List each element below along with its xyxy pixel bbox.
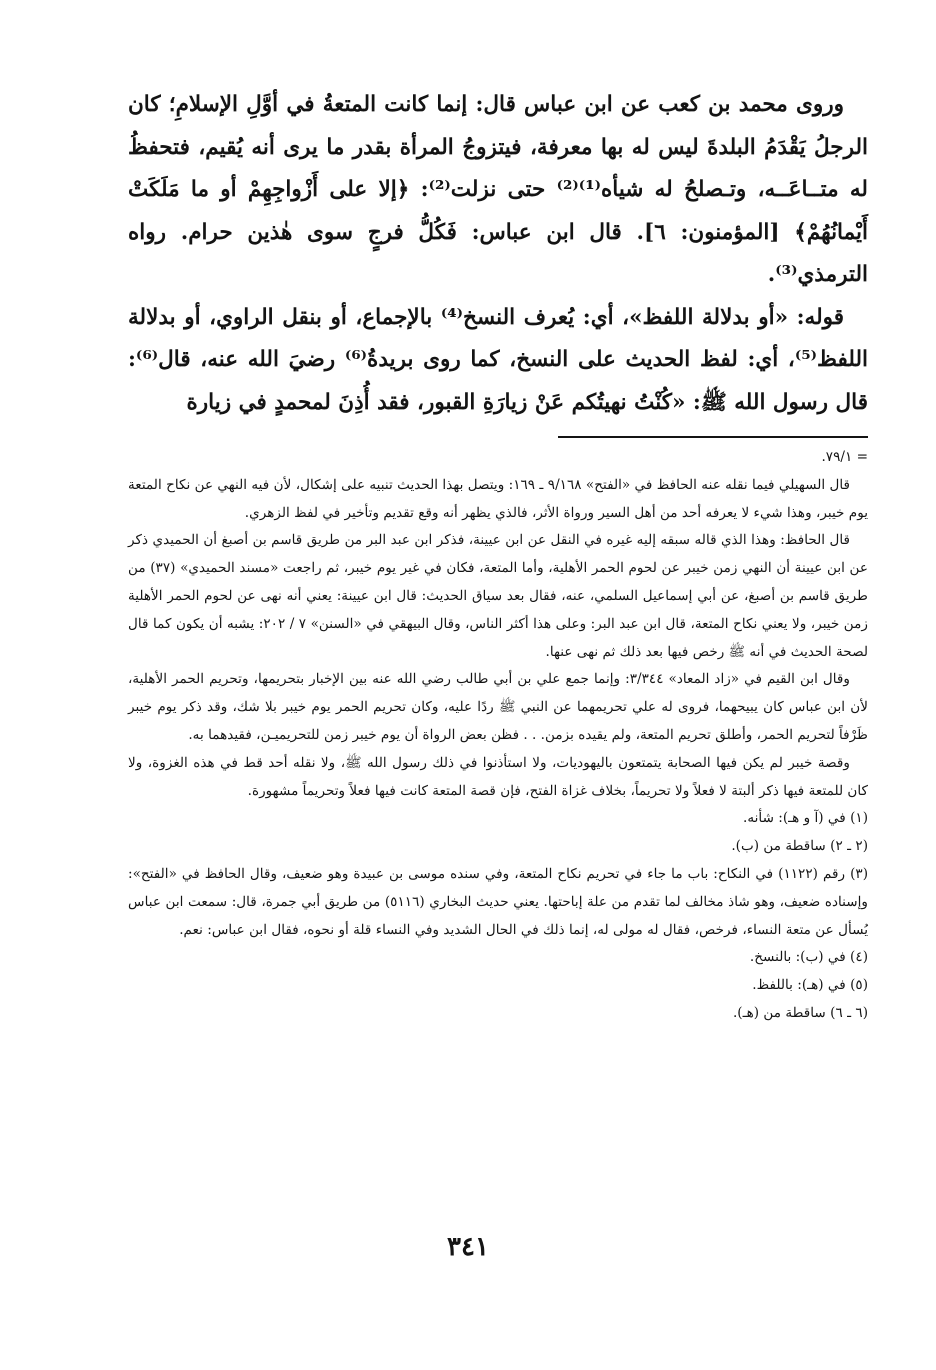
footnote-3: (٣) رقم (١١٢٢) في النكاح: باب ما جاء في تحريم نكاح المتعة، وفي سنده موسى بن عبيدة وهو ضعيف، وقال الحافظ في «الفتح»: وإسناده ضعيف، وهو شاذ مخالف لما تقدم من علة إباحتها. يعني حديث البخاري (٥١١٦) من طريق أبي جمرة، قال: سمعت ابن عباس يُسأل عن متعة النساء، فرخص، فقال له مولى له، إنما ذلك في الحال الشديد وفي النساء قلة أو نحوه، فقال ابن عباس: نعم. bbox=[128, 865, 869, 938]
note-paragraph-3: وقال ابن القيم في «زاد المعاد» ٣/٣٤٤: وإنما جمع علي بن أبي طالب رضي الله عنه بين الإخبار بتحريمها، وتحريم الحمر الأهلية، لأن ابن عباس كان يبيحهما، فروى له علي تحريمهما عن النبي ﷺ ردًا عليه، وكان تحريم الحمر يوم خيبر بلا شك، وقد ذكر يوم خيبر ظَرْفاً لتحريم الحمر، وأطلق تحريم المتعة، ولم يقيده بزمن. . . فظن بعض الرواة أن يوم خيبر زمن للتحريميـن، فقيدهما به. bbox=[128, 671, 868, 743]
footnote-separator bbox=[558, 436, 868, 438]
page-number: ٣٤١ bbox=[447, 1232, 489, 1262]
page-body bbox=[128, 84, 868, 1028]
footnote-1: (١) في (آ و هـ): شأنه. bbox=[743, 810, 868, 827]
footnotes-section bbox=[128, 444, 868, 1028]
footnote-4: (٤) في (ب): بالنسخ. bbox=[749, 949, 868, 966]
footnote-6: (٦ ـ ٦) ساقطة من (هـ). bbox=[732, 1004, 868, 1021]
note-paragraph-2: قال الحافظ: وهذا الذي قاله سبقه إليه غيره في النقل عن ابن عيينة، فذكر ابن عبد البر من طريق قاسم بن أصبغ أن الحميدي ذكر عن ابن عيينة أن النهي زمن خيبر عن لحوم الحمر الأهلية، وأما المتعة، فكان في غير يوم خيبر، ثم راجعت «مسند الحميدي» (٣٧) من طريق قاسم بن أصبغ، عن أبي إسماعيل السلمي، عنه، فقال بعد سياق الحديث: قال ابن عيينة: يعني أنه نهى عن لحوم الحمر الأهلية زمن خيبر، ولا يعني نكاح المتعة، قال ابن عبد البر: وعلى هذا أكثر الناس، وقال البيهقي في «السنن» ٧ / ٢٠٢: يشبه أن يكون كما قال لصحة الحديث في أنه ﷺ رخص فيها بعد ذلك ثم نهى عنها. bbox=[128, 532, 868, 660]
footnote-continuation: = ٧٩/١. bbox=[821, 449, 868, 465]
footnote-2: (٢ ـ ٢) ساقطة من (ب). bbox=[731, 838, 868, 855]
footnote-5: (٥) في (هـ): باللفظ. bbox=[752, 977, 868, 994]
note-paragraph-1: قال السهيلي فيما نقله عنه الحافظ في «الفتح» ٩/١٦٨ ـ ١٦٩: ويتصل بهذا الحديث تنبيه على إشكال، لأن فيه النهي عن نكاح المتعة يوم خيبر، وهذا شيء لا يعرفه أحد من أهل السير ورواة الأثر، فالذي يظهر أنه وقع تقديم وتأخير في لفظ الزهري. bbox=[128, 476, 868, 521]
note-paragraph-4: وقصة خيبر لم يكن فيها الصحابة يتمتعون باليهوديات، ولا استأذنوا في ذلك رسول الله ﷺ، ولا نقله أحد قط في هذه الغزوة، ولا كان للمتعة فيها ذكر ألبتة لا فعلاً ولا تحريماً، بخلاف غزاة الفتح، فإن قصة المتعة كانت فيها فعلاً وتحريماً مشهورة. bbox=[128, 754, 868, 799]
main-text bbox=[128, 84, 868, 424]
main-paragraph-1: وروى محمد بن كعب عن ابن عباس قال: إنما كانت المتعةُ في أوَّلِ الإسلامِ؛ كان الرجلُ يَقْدَمُ البلدةَ ليس له بها معرفة، فيتزوجُ المرأة بقدر ما يرى أنه يُقيم، فتحفظُ له متــاعَــه، وتـصلحُ له شيأه⁽¹⁾⁽²⁾ حتى نزلت⁽²⁾: ﴿إلا على أَزْواجِهِمْ أو ما مَلَكَتْ أَيْمانُهُمْ﴾ [المؤمنون: ٦]. قال ابن عباس: فَكُلُّ فرجٍ سوى هٰذين حرام. رواه الترمذي⁽³⁾. bbox=[128, 92, 868, 287]
main-paragraph-2: قوله: «أو بدلالة اللفظ»، أي: يُعرف النسخ⁽⁴⁾ بالإجماع، أو بنقل الراوي، أو بدلالة اللفظ⁽⁵⁾، أي: لفظ الحديث على النسخ، كما روى بريدةُ⁽⁶⁾ رضيَ الله عنه، قال⁽⁶⁾: قال رسول الله ﷺ: «كُنْتُ نهيتُكم عَنْ زيارَةِ القبور، فقد أُذِنَ لمحمدٍ في زيارة bbox=[128, 304, 868, 415]
